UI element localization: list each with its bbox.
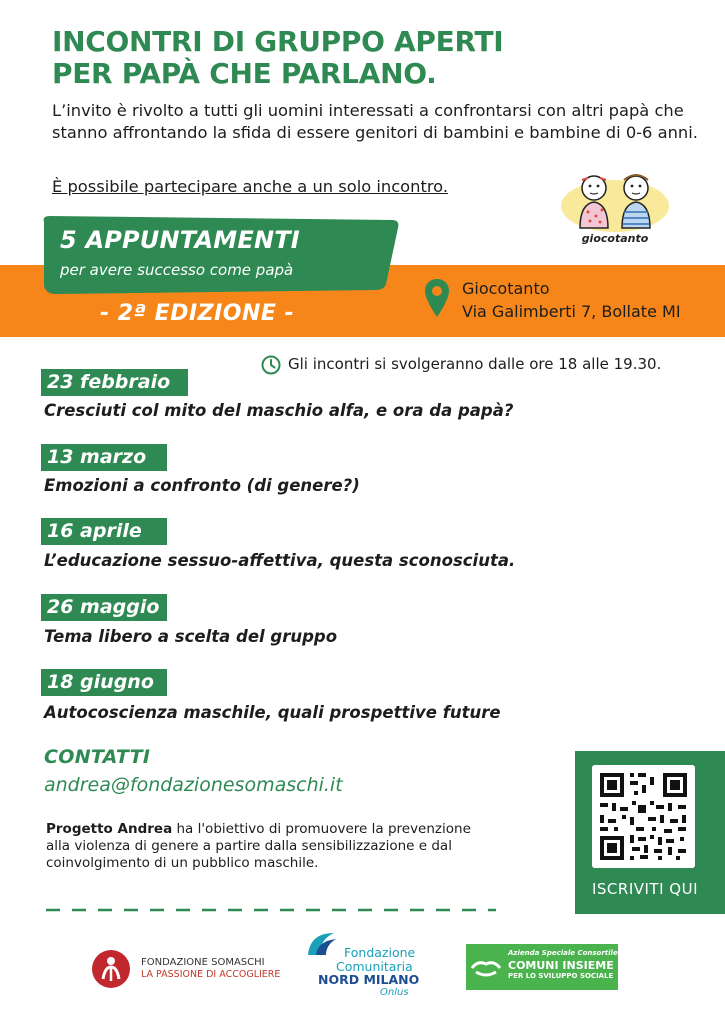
meeting-topic-3: L’educazione sessuo-affettiva, questa sconosciuta. — [44, 551, 516, 570]
banner-subtitle: per avere successo come papà — [60, 261, 294, 279]
meeting-hours: Gli incontri si svolgeranno dalle ore 18 alle 19.30. — [288, 355, 662, 373]
signup-label[interactable]: ISCRIVITI QUI — [591, 880, 698, 898]
page-title — [52, 26, 652, 90]
meeting-date-4: 26 maggio — [41, 594, 167, 621]
giocotanto-logo-text: giocotanto — [581, 232, 649, 245]
dashed-divider — [46, 908, 496, 912]
meeting-topic-1: Cresciuti col mito del maschio alfa, e ora da papà? — [44, 401, 514, 420]
nord-milano-line2: Comunitaria — [336, 959, 413, 974]
title-line-2: PER PAPÀ CHE PARLANO. — [52, 57, 437, 90]
title-line-1: INCONTRI DI GRUPPO APERTI — [52, 25, 504, 58]
contact-email-link[interactable]: andrea@fondazionesomaschi.it — [44, 774, 343, 796]
somaschi-name: FONDAZIONE SOMASCHI — [141, 957, 265, 968]
comuni-line2: COMUNI INSIEME — [508, 959, 614, 972]
intro-note: È possibile partecipare anche a un solo incontro. — [52, 177, 449, 196]
banner-title: 5 APPUNTAMENTI — [60, 226, 300, 254]
edition-label: - 2ª EDIZIONE - — [100, 301, 295, 326]
venue-name: Giocotanto — [462, 279, 550, 298]
meeting-date-1: 23 febbraio — [41, 369, 188, 396]
handshake-icon — [466, 944, 506, 990]
somaschi-tagline: LA PASSIONE DI ACCOGLIERE — [141, 969, 281, 980]
venue-address: Via Galimberti 7, Bollate MI — [462, 302, 681, 321]
meeting-date-3: 16 aprile — [41, 518, 167, 545]
project-text: ha l'obiettivo di promuovere la prevenzione alla violenza di genere a partire dalla sensibilizzazione e dal coinvolgimento di un pubblico maschile. — [46, 821, 471, 871]
meeting-topic-4: Tema libero a scelta del gruppo — [44, 627, 338, 646]
nord-milano-line4: Onlus — [380, 987, 409, 998]
contacts-title: CONTATTI — [44, 746, 151, 768]
nord-milano-line1: Fondazione — [344, 945, 416, 960]
meeting-topic-5: Autocoscienza maschile, quali prospettive future — [44, 703, 501, 722]
comuni-line3: PER LO SVILUPPO SOCIALE — [508, 972, 614, 980]
clock-icon — [261, 355, 281, 375]
comuni-line1: Azienda Speciale Consortile — [508, 949, 618, 957]
nord-milano-line3: NORD MILANO — [318, 972, 420, 987]
meeting-date-5: 18 giugno — [41, 669, 167, 696]
qr-code-icon[interactable] — [592, 765, 695, 868]
project-description — [46, 821, 486, 872]
giocotanto-logo — [558, 166, 672, 246]
meeting-date-2: 13 marzo — [41, 444, 167, 471]
intro-text: L’invito è rivolto a tutti gli uomini interessati a confrontarsi con altri papà che stanno affrontando la sfida di essere genitori di bambini e bambine di 0-6 anni. — [52, 101, 698, 142]
location-pin-icon — [425, 279, 449, 317]
project-name: Progetto Andrea — [46, 821, 173, 837]
meeting-topic-2: Emozioni a confronto (di genere?) — [44, 476, 360, 495]
